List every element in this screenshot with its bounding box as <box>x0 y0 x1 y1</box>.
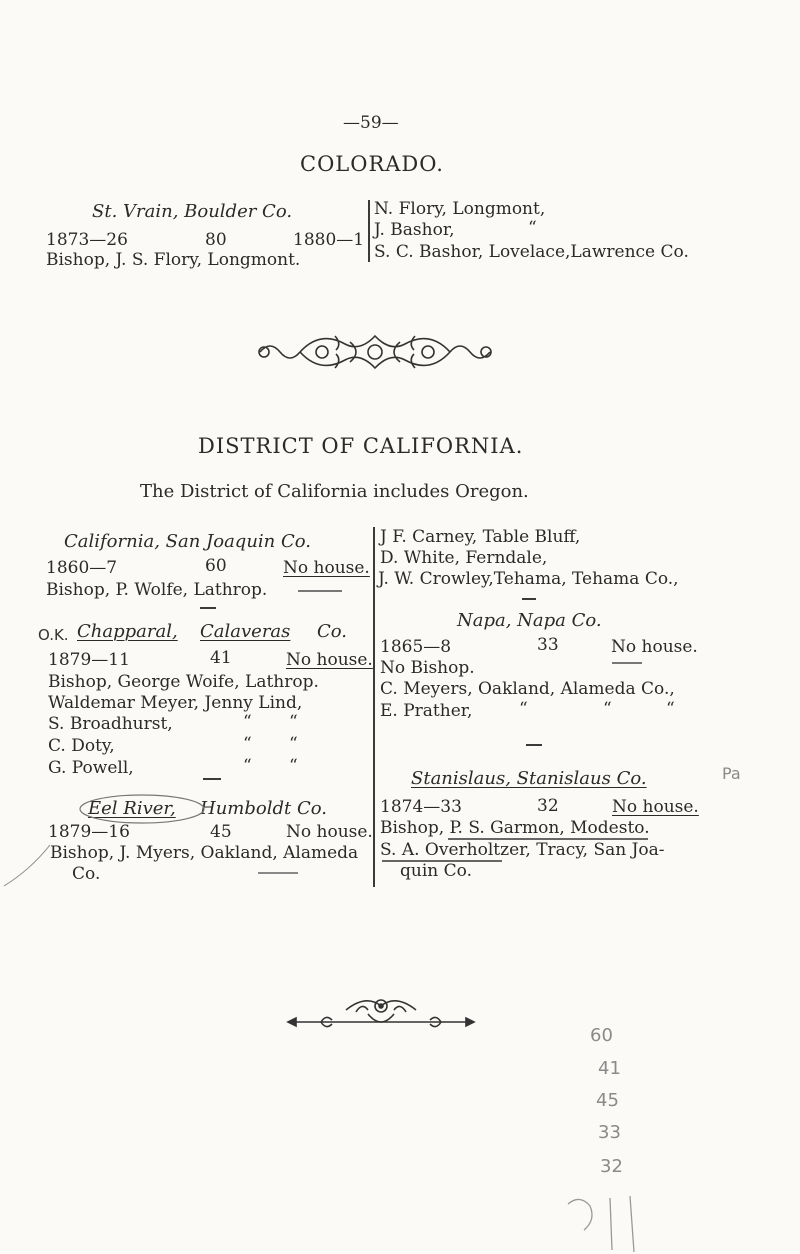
ditto-mark: “ <box>289 734 298 754</box>
colorado-minister-3: S. C. Bashor, Lovelace,Lawrence Co. <box>374 242 689 262</box>
ok-annotation: O.K. <box>38 626 69 644</box>
section-dash <box>522 598 536 600</box>
california-minister-1: J F. Carney, Table Bluff, <box>380 527 581 547</box>
napa-line-1: No Bishop. <box>380 658 475 678</box>
chapparal-members: 41 <box>210 648 232 668</box>
st-vrain-year: 1880—1 <box>293 230 365 250</box>
ditto-mark: “ <box>289 756 298 776</box>
colorado-heading: COLORADO. <box>300 152 444 176</box>
pencil-tally-3: 45 <box>596 1090 619 1111</box>
st-vrain-bishop: Bishop, J. S. Flory, Longmont. <box>46 250 301 270</box>
colorado-ditto: “ <box>528 218 537 238</box>
napa-title: Napa, Napa Co. <box>457 610 602 631</box>
eel-river-founded: 1879—16 <box>48 822 130 842</box>
page-number: —59— <box>343 113 399 133</box>
chapparal-title-name: Chapparal, <box>77 621 178 642</box>
ditto-mark: “ <box>289 712 298 732</box>
ditto-mark: “ <box>666 699 675 719</box>
california-minister-3: J. W. Crowley,Tehama, Tehama Co., <box>378 569 679 589</box>
california-church-title: California, San Joaquin Co. <box>64 531 312 552</box>
chapparal-title-co: Co. <box>317 621 348 642</box>
california-heading: DISTRICT OF CALIFORNIA. <box>198 434 524 458</box>
ditto-mark: “ <box>519 699 528 719</box>
stanislaus-bishop: Bishop, P. S. Garmon, Modesto. <box>380 818 650 838</box>
margin-pencil-mark: Pa <box>722 764 741 783</box>
napa-members: 33 <box>537 635 559 655</box>
eel-river-house: No house. <box>286 822 373 842</box>
california-minister-2: D. White, Ferndale, <box>380 548 548 568</box>
ornament-divider-top <box>250 322 500 382</box>
stanislaus-title: Stanislaus, Stanislaus Co. <box>411 768 647 789</box>
pencil-stroke <box>0 840 60 890</box>
pencil-mark <box>298 590 342 592</box>
eel-river-title-name: Eel River, <box>88 798 176 819</box>
california-church-founded: 1860—7 <box>46 558 118 578</box>
california-subheading: The District of California includes Oregon. <box>140 481 529 502</box>
pencil-circle <box>76 792 210 826</box>
stanislaus-line-2: S. A. Overholtzer, Tracy, San Joa- <box>380 840 665 860</box>
california-church-members: 60 <box>205 556 227 576</box>
colorado-column-rule <box>368 200 370 262</box>
chapparal-house: No house. <box>286 650 373 670</box>
chapparal-line-4: C. Doty, <box>48 736 115 756</box>
eel-river-title-county: Humboldt Co. <box>200 798 327 819</box>
pencil-scribble <box>560 1190 660 1254</box>
napa-line-3: E. Prather, <box>380 701 473 721</box>
stanislaus-members: 32 <box>537 796 559 816</box>
pencil-tally-2: 41 <box>598 1058 621 1079</box>
stanislaus-founded: 1874—33 <box>380 797 462 817</box>
chapparal-line-3: S. Broadhurst, <box>48 714 173 734</box>
eel-river-bishop-cont: Co. <box>72 864 101 884</box>
california-column-rule <box>373 527 375 887</box>
section-dash <box>526 744 542 746</box>
eel-river-members: 45 <box>210 822 232 842</box>
ornament-divider-bottom <box>286 990 476 1036</box>
ditto-mark: “ <box>243 756 252 776</box>
chapparal-line-5: G. Powell, <box>48 758 134 778</box>
chapparal-founded: 1879—11 <box>48 650 130 670</box>
ditto-mark: “ <box>243 712 252 732</box>
stanislaus-house: No house. <box>612 797 699 817</box>
california-church-house: No house. <box>283 558 370 578</box>
napa-founded: 1865—8 <box>380 637 452 657</box>
pencil-mark <box>612 662 642 664</box>
ditto-mark: “ <box>243 734 252 754</box>
pencil-mark <box>258 872 298 874</box>
ditto-mark: “ <box>603 699 612 719</box>
colorado-minister-1: N. Flory, Longmont, <box>374 199 546 219</box>
california-church-bishop: Bishop, P. Wolfe, Lathrop. <box>46 580 268 600</box>
pencil-tally-1: 60 <box>590 1025 613 1046</box>
pencil-tally-5: 32 <box>600 1156 623 1177</box>
st-vrain-founded: 1873—26 <box>46 230 128 250</box>
chapparal-title-county: Calaveras <box>200 621 291 642</box>
st-vrain-title: St. Vrain, Boulder Co. <box>92 201 293 222</box>
eel-river-bishop: Bishop, J. Myers, Oakland, Alameda <box>50 843 359 863</box>
section-dash <box>203 778 221 780</box>
napa-line-2: C. Meyers, Oakland, Alameda Co., <box>380 679 675 699</box>
pencil-tally-4: 33 <box>598 1122 621 1143</box>
chapparal-line-2: Waldemar Meyer, Jenny Lind, <box>48 693 303 713</box>
napa-house: No house. <box>611 637 698 657</box>
stanislaus-line-3: quin Co. <box>400 861 472 881</box>
chapparal-line-1: Bishop, George Woife, Lathrop. <box>48 672 319 692</box>
colorado-minister-2: J. Bashor, <box>374 220 455 240</box>
st-vrain-members: 80 <box>205 230 227 250</box>
section-dash <box>200 607 216 609</box>
